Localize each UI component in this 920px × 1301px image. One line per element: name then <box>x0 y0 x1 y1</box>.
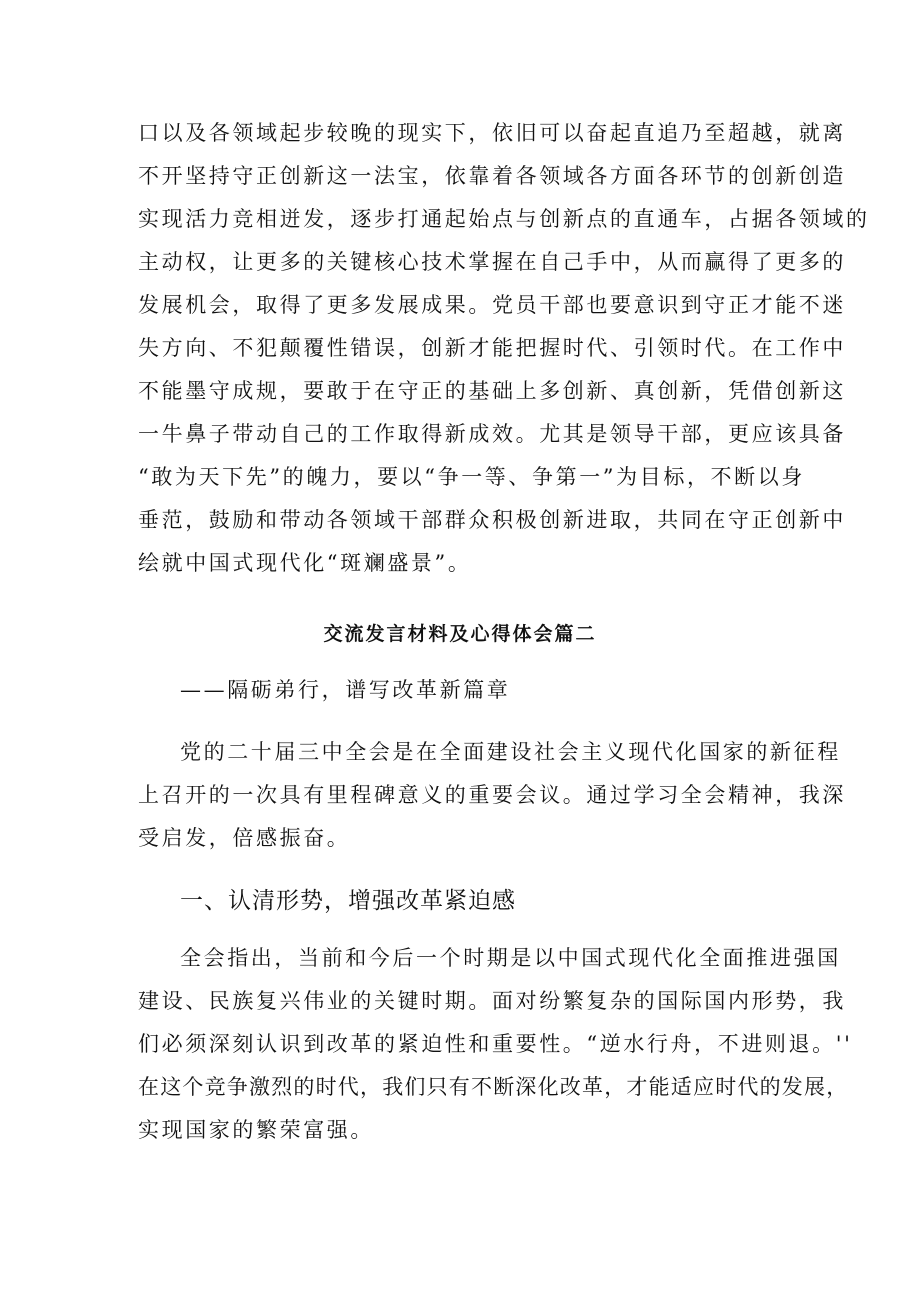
paragraph-line: 全会指出，当前和今后一个时期是以中国式现代化全面推进强国 <box>180 946 841 970</box>
paragraph-line: 在这个竞争激烈的时代，我们只有不断深化改革，才能适应时代的发展， <box>138 1075 849 1099</box>
article-subtitle: ——隔砺弟行，谱写改革新篇章 <box>180 678 511 702</box>
paragraph-line: “敢为天下先”的魄力，要以“争一等、争第一”为目标，不断以身 <box>138 465 805 489</box>
paragraph-line: 发展机会，取得了更多发展成果。党员干部也要意识到守正才能不迷 <box>138 293 846 317</box>
paragraph-line: 口以及各领域起步较晚的现实下，依旧可以奋起直追乃至超越，就离 <box>138 121 846 145</box>
paragraph-line: 不开坚持守正创新这一法宝，依靠着各领域各方面各环节的创新创造 <box>138 164 846 188</box>
paragraph-line: 上召开的一次具有里程碑意义的重要会议。通过学习全会精神，我深 <box>138 783 846 807</box>
article-title: 交流发言材料及心得体会篇二 <box>323 623 597 645</box>
paragraph-line: 垂范，鼓励和带动各领域干部群众积极创新进取，共同在守正创新中 <box>138 508 846 532</box>
paragraph-line: 们必须深刻认识到改革的紧迫性和重要性。“逆水行舟，不进则退。'' <box>138 1032 853 1056</box>
paragraph-line: 党的二十届三中全会是在全面建设社会主义现代化国家的新征程 <box>180 740 841 764</box>
paragraph-line: 失方向、不犯颠覆性错误，创新才能把握时代、引领时代。在工作中 <box>138 336 846 360</box>
paragraph-line: 一牛鼻子带动自己的工作取得新成效。尤其是领导干部，更应该具备 <box>138 422 846 446</box>
paragraph-line: 实现活力竞相迸发，逐步打通起始点与创新点的直通车，占据各领域的 <box>138 207 870 231</box>
paragraph-line: 受启发，倍感振奋。 <box>138 826 351 850</box>
paragraph-line: 主动权，让更多的关键核心技术掌握在自己手中，从而赢得了更多的 <box>138 250 846 274</box>
paragraph-line: 绘就中国式现代化“斑斓盛景”。 <box>138 551 472 575</box>
paragraph-line: 不能墨守成规，要敢于在守正的基础上多创新、真创新，凭借创新这 <box>138 379 846 403</box>
paragraph-line: 实现国家的繁荣富强。 <box>138 1118 374 1142</box>
section-heading: 一、认清形势，增强改革紧迫感 <box>180 888 516 914</box>
paragraph-line: 建设、民族复兴伟业的关键时期。面对纷繁复杂的国际国内形势，我 <box>138 989 846 1013</box>
